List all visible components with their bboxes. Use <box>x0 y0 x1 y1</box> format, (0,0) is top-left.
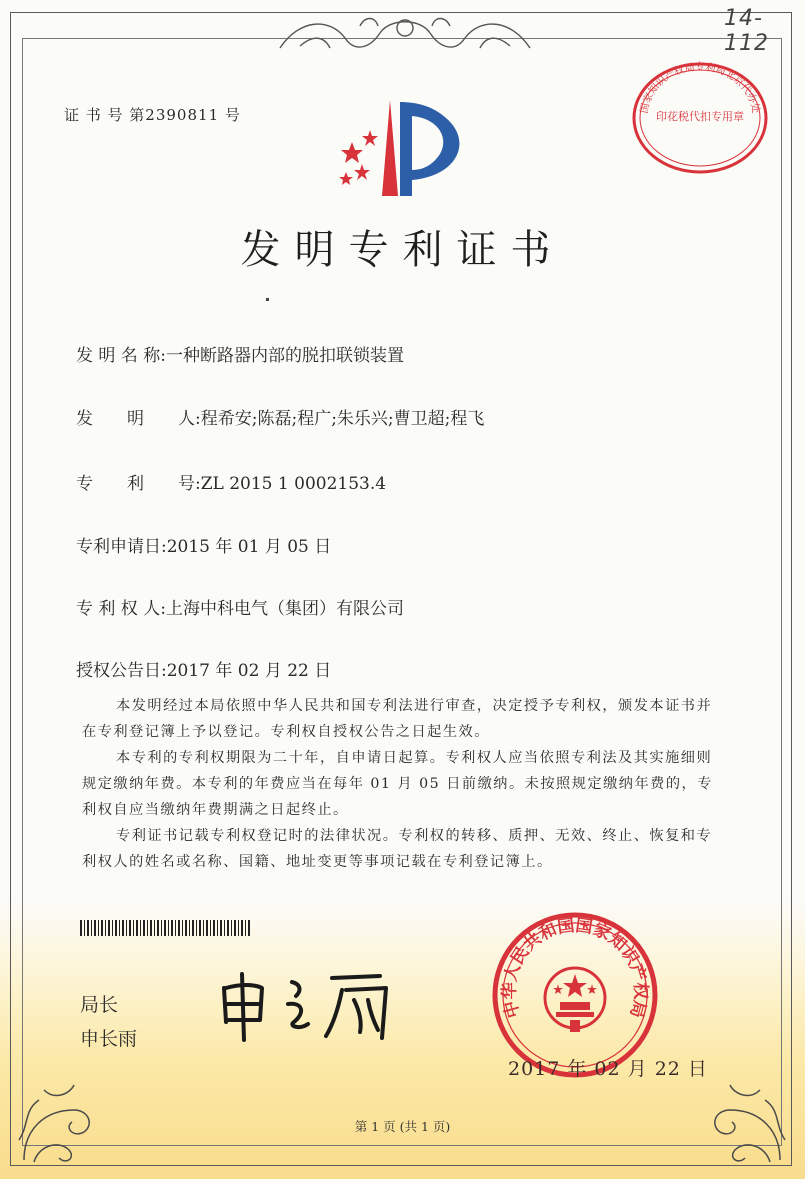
invention-name-value: 一种断路器内部的脱扣联锁装置 <box>165 346 404 366</box>
tax-seal-inner-text: 印花税代扣专用章 <box>656 110 744 123</box>
paragraph-2: 本专利的专利权期限为二十年，自申请日起算。专利权人应当依照专利法及其实施细则规定缴纳年费。本专利的年费应当在每年 01 月 05 日前缴纳。未按照规定缴纳年费的，专利权自应当缴纳年费期满之日起终止。 <box>82 750 713 818</box>
invention-name-row <box>76 341 404 366</box>
inventors-value: 程希安;陈磊;程广;朱乐兴;曹卫超;程飞 <box>200 409 485 429</box>
paragraph-3: 专利证书记载专利权登记时的法律状况。专利权的转移、质押、无效、终止、恢复和专利权人的姓名或名称、国籍、地址变更等事项记载在专利登记簿上。 <box>82 828 713 870</box>
signatory-role: 局长 <box>80 994 119 1016</box>
patent-number-row <box>76 469 386 494</box>
top-ornament <box>270 8 540 60</box>
grant-date-row <box>76 656 331 681</box>
certificate-title: 发明专利证书 <box>240 227 565 273</box>
cnipa-logo <box>328 96 478 202</box>
patentee-label: 专 利 权 人: <box>76 599 166 619</box>
filing-date-row <box>76 532 331 557</box>
filing-date-value: 2015 年 01 月 05 日 <box>166 537 332 557</box>
barcode <box>80 920 252 936</box>
grant-date-value: 2017 年 02 月 22 日 <box>166 661 332 681</box>
patentee-row <box>76 594 404 619</box>
handwritten-signature <box>210 960 410 1050</box>
seal-date: 2017 年 02 月 22 日 <box>508 1058 708 1080</box>
tax-seal-outer-text: 国家知识产权局专利局北京代办处 <box>639 62 761 115</box>
office-seal-text: 中华人民共和国国家知识产权局 <box>499 915 651 1020</box>
invention-name-label: 发 明 名 称: <box>76 346 166 366</box>
inventors-label: 发 明 人: <box>76 409 201 429</box>
grant-date-label: 授权公告日: <box>76 661 167 681</box>
signatory-name: 申长雨 <box>80 1028 138 1050</box>
tax-seal <box>625 60 775 176</box>
filing-date-label: 专利申请日: <box>76 537 167 557</box>
svg-text:国家知识产权局专利局北京代办处 <box>638 60 763 114</box>
mark-dot <box>266 298 269 301</box>
statement-text <box>82 693 722 875</box>
patentee-value: 上海中科电气（集团）有限公司 <box>165 599 404 619</box>
inventors-row <box>76 404 484 429</box>
handwritten-note: 14-112 <box>724 6 769 56</box>
patent-number-value: ZL 2015 1 0002153.4 <box>200 474 387 494</box>
patent-number-label: 专 利 号: <box>76 474 201 494</box>
certificate-number: 证 书 号 第2390811 号 <box>64 106 241 124</box>
paragraph-1: 本发明经过本局依照中华人民共和国专利法进行审查，决定授予专利权，颁发本证书并在专利登记簿上予以登记。专利权自授权公告之日起生效。 <box>82 698 713 740</box>
page-footer: 第 1 页 (共 1 页) <box>354 1119 451 1134</box>
national-emblem-icon <box>545 968 605 1032</box>
